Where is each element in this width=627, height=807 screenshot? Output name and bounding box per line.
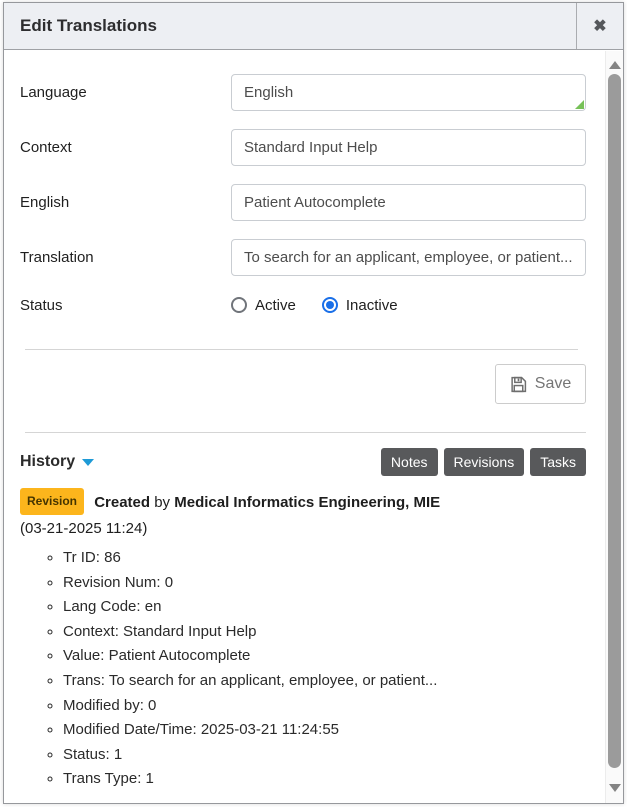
context-input[interactable] [231,129,586,166]
radio-checked-icon[interactable] [322,297,338,313]
save-button[interactable] [495,364,586,404]
form-row-translation [20,239,586,276]
select-corner-icon [575,100,584,109]
entry-timestamp: (03-21-2025 11:24) [20,520,148,537]
language-select[interactable] [231,74,586,111]
close-icon: ✖ [593,18,607,35]
section-divider [25,432,586,433]
status-option-active[interactable] [231,297,296,314]
form-row-language [20,74,586,111]
close-button[interactable] [576,3,623,49]
english-field-wrap [231,184,586,221]
detail-status: ◦ Status: 1 [63,743,586,768]
revision-entry-headline [20,488,586,515]
status-radio-group [231,297,398,314]
history-toggle[interactable] [20,453,94,471]
scroll-down-arrow-icon[interactable] [609,784,621,792]
radio-unchecked-icon[interactable] [231,297,247,313]
scrollbar-thumb[interactable] [608,74,621,768]
notes-button[interactable]: Notes [381,448,438,476]
context-label: Context [20,139,72,156]
history-buttons [381,448,586,476]
status-option-inactive[interactable] [322,297,398,314]
save-icon [510,376,527,393]
save-button-label: Save [534,375,572,392]
detail-modified-datetime: ◦ Modified Date/Time: 2025-03-21 11:24:55 [63,718,586,743]
detail-lang-code: ◦ Lang Code: en [63,595,586,620]
context-field-wrap [231,129,586,166]
entry-action: Created [94,494,151,511]
form-row-english [20,184,586,221]
revision-badge: Revision [20,488,84,515]
entry-author: Medical Informatics Engineering, MIE [174,494,441,511]
inactive-radio-label: Inactive [345,296,398,314]
edit-translations-dialog [3,2,624,804]
detail-modified-by: ◦ Modified by: 0 [63,694,586,719]
english-input[interactable] [231,184,586,221]
status-label: Status [20,296,63,314]
translation-field-wrap [231,239,586,276]
history-title: History [20,453,76,470]
language-field-wrap [231,74,586,111]
detail-tr-id: ◦ Tr ID: 86 [63,546,586,571]
dialog-body [4,51,605,803]
chevron-down-icon [82,459,94,466]
dialog-header [4,3,623,50]
entry-connector: by [154,494,171,511]
form-row-status [20,294,586,316]
form-row-context [20,129,586,166]
vertical-scrollbar[interactable] [605,51,623,803]
detail-revision-num: ◦ Revision Num: 0 [63,571,586,596]
revisions-button[interactable]: Revisions [444,448,525,476]
dialog-title: Edit Translations [20,16,157,35]
translation-label: Translation [20,249,94,266]
detail-trans: ◦ Trans: To search for an applicant, employee, or patient... [63,669,586,694]
detail-context: ◦ Context: Standard Input Help [63,620,586,645]
language-label: Language [20,84,87,101]
detail-value: ◦ Value: Patient Autocomplete [63,644,586,669]
active-radio-label: Active [255,296,296,314]
form-divider [25,349,578,350]
tasks-button[interactable]: Tasks [530,448,586,476]
save-row [20,364,586,404]
detail-trans-type: ◦ Trans Type: 1 [63,767,586,792]
history-header [20,448,586,476]
revision-detail-list [20,546,586,792]
english-label: English [20,194,70,211]
scroll-up-arrow-icon[interactable] [609,61,621,69]
translation-input[interactable] [231,239,586,276]
